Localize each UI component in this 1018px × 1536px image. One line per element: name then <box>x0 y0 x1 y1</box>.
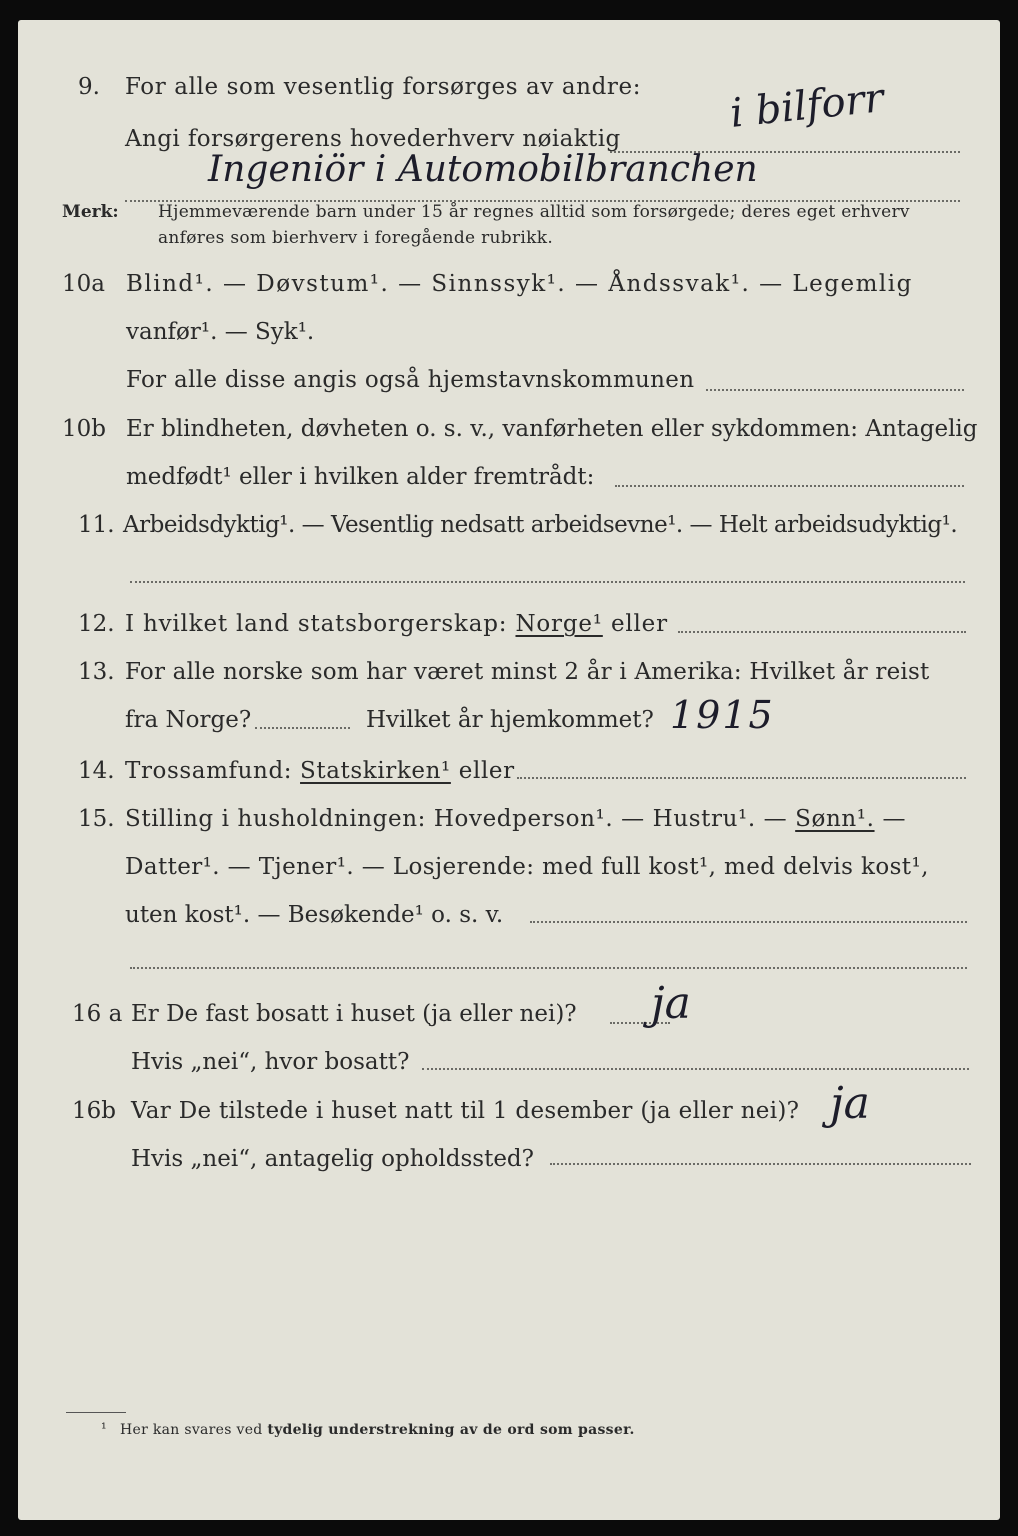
q16b-fill-line <box>550 1163 971 1165</box>
q16a-fill-line2 <box>422 1068 969 1070</box>
q15-fill-line2 <box>130 967 967 969</box>
q15-line3: uten kost¹. — Besøkende¹ o. s. v. <box>125 902 504 928</box>
q11-number: 11. <box>78 512 115 538</box>
q9-number: 9. <box>78 74 100 100</box>
q15-line2: Datter¹. — Tjener¹. — Losjerende: med full kost¹, med delvis kost¹, <box>125 854 929 880</box>
q14-fill-line <box>517 777 966 779</box>
footnote-bold: tydelig understrekning av de ord som passer. <box>267 1422 635 1438</box>
q15-fill-line1 <box>530 921 967 923</box>
q10b-number: 10b <box>62 416 106 442</box>
q9-line1: For alle som vesentlig forsørges av andre: <box>125 74 642 100</box>
q9-line2: Angi forsørgerens hovederhverv nøiaktig <box>125 126 621 152</box>
q13-number: 13. <box>78 659 115 685</box>
q16a-number: 16 a <box>72 1001 123 1027</box>
q14-number: 14. <box>78 758 115 784</box>
merk-line1: Hjemmeværende barn under 15 år regnes alltid som forsørgede; deres eget erhverv <box>158 202 910 222</box>
q13-line1: For alle norske som har været minst 2 år i Amerika: Hvilket år reist <box>125 659 930 685</box>
q16b-handwritten-answer: ja <box>830 1078 870 1129</box>
q12-text <box>125 613 668 636</box>
q9-handwritten-top: i bilforr <box>728 75 886 137</box>
q12-number: 12. <box>78 611 115 637</box>
q14-pre: Trossamfund: <box>125 758 293 784</box>
q10b-fill-line <box>615 485 964 487</box>
footnote-text <box>120 1423 635 1437</box>
q16b-line2: Hvis „nei“, antagelig opholdssted? <box>131 1146 534 1172</box>
q15-underlined: Sønn¹. <box>795 806 875 832</box>
q16b-number: 16b <box>72 1098 116 1124</box>
q15-number: 15. <box>78 806 115 832</box>
q9-handwritten-answer: Ingeniör i Automobilbranchen <box>208 149 758 190</box>
footnote-rule <box>66 1412 126 1413</box>
q13-line2b: Hvilket år hjemkommet? <box>366 707 654 733</box>
q10a-line3: For alle disse angis også hjemstavnskommunen <box>126 367 695 393</box>
q10a-line2: vanfør¹. — Syk¹. <box>126 319 315 345</box>
q14-text <box>125 760 515 783</box>
q14-post: eller <box>458 758 515 784</box>
q10a-fill-line <box>706 389 964 391</box>
q10a-number: 10a <box>62 271 105 297</box>
q12-underlined: Norge¹ <box>515 611 603 637</box>
q16b-line1: Var De tilstede i huset natt til 1 desember (ja eller nei)? <box>131 1098 800 1124</box>
q15-line1-pre: Stilling i husholdningen: Hovedperson¹. — Hustru¹. — <box>125 806 788 832</box>
q12-fill-line <box>678 631 966 633</box>
q13-handwritten-answer: 1915 <box>670 693 775 737</box>
q12-pre: I hvilket land statsborgerskap: <box>125 611 508 637</box>
q12-post: eller <box>610 611 668 637</box>
q15-line1 <box>125 808 906 831</box>
q16a-line1: Er De fast bosatt i huset (ja eller nei)? <box>131 1001 577 1027</box>
q13-fill-line <box>255 727 350 729</box>
merk-line2: anføres som bierhverv i foregående rubrikk. <box>158 228 554 248</box>
q10b-line2: medfødt¹ eller i hvilken alder fremtrådt: <box>126 464 595 490</box>
q11-fill-line <box>130 581 965 583</box>
q10b-line1: Er blindheten, døvheten o. s. v., vanførheten eller sykdommen: Antagelig <box>126 416 978 442</box>
q16a-handwritten-answer: ja <box>651 978 691 1029</box>
q11-line1: Arbeidsdyktig¹. — Vesentlig nedsatt arbeidsevne¹. — Helt arbeidsudyktig¹. <box>123 512 958 538</box>
q16a-line2: Hvis „nei“, hvor bosatt? <box>131 1049 410 1075</box>
q13-line2a: fra Norge? <box>125 707 252 733</box>
census-form-sheet <box>18 20 1000 1520</box>
footnote-plain: Her kan svares ved <box>120 1422 263 1438</box>
q14-underlined: Statskirken¹ <box>300 758 451 784</box>
q10a-line1: Blind¹. — Døvstum¹. — Sinnssyk¹. — Åndssvak¹. — Legemlig <box>126 271 913 297</box>
q15-line1-post: — <box>882 806 907 832</box>
merk-label: Merk: <box>62 202 119 222</box>
footnote-mark: ¹ <box>101 1421 107 1437</box>
